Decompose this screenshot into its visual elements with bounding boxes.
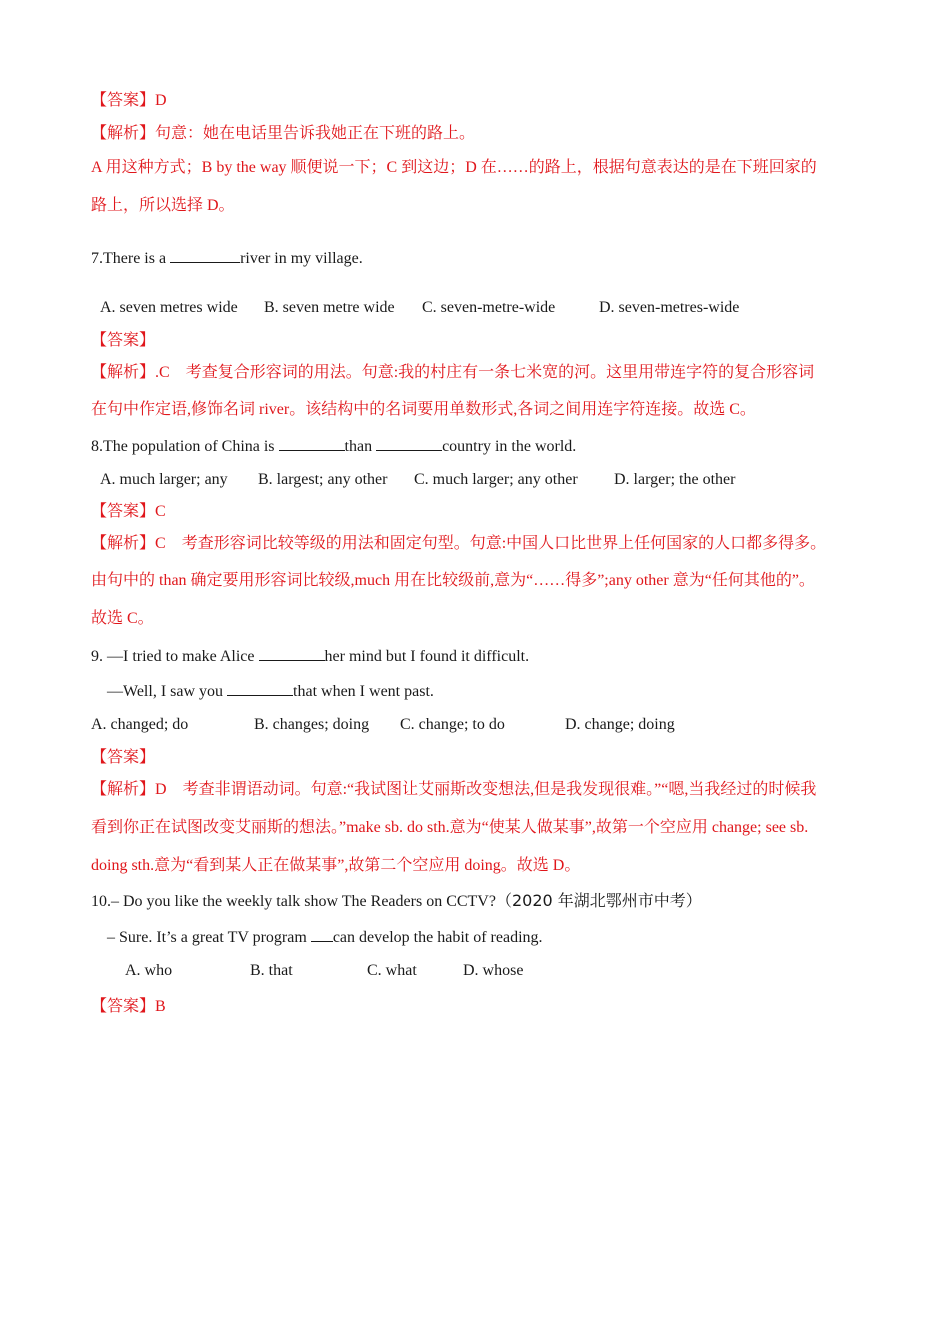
answer-blank bbox=[376, 435, 442, 451]
q9-analysis-line1 bbox=[91, 779, 816, 800]
analysis-label: 【解析】 bbox=[91, 779, 156, 798]
stem-text: country in the world. bbox=[442, 438, 577, 455]
answer-value: B bbox=[155, 998, 166, 1015]
q9-option-d: D. change; doing bbox=[565, 716, 675, 733]
analysis-text: D 考查非谓语动词。句意:“我试图让艾丽斯改变想法,但是我发现很难。”“嗯,当我经过的时候我 bbox=[155, 781, 817, 798]
answer-blank bbox=[227, 680, 293, 696]
q6-answer bbox=[91, 90, 167, 111]
q7-option-c: C. seven-metre-wide bbox=[422, 299, 556, 316]
stem-text: 8.The population of China is bbox=[91, 438, 279, 455]
analysis-label: 【解析】 bbox=[91, 123, 156, 142]
q10-option-a: A. who bbox=[125, 962, 173, 979]
answer-label: 【答案】 bbox=[91, 996, 156, 1015]
q10-answer bbox=[91, 996, 166, 1017]
answer-label: 【答案】 bbox=[91, 501, 156, 520]
answer-value: D bbox=[155, 92, 167, 109]
q9-answer: 【答案】 bbox=[91, 747, 156, 766]
q7-analysis-line2: 在句中作定语,修饰名词 river。该结构中的名词要用单数形式,各词之间用连字符连接。故选 C。 bbox=[91, 401, 756, 418]
q7-option-a: A. seven metres wide bbox=[100, 299, 238, 316]
q7-answer: 【答案】 bbox=[91, 330, 156, 349]
q9-stem-line2 bbox=[107, 680, 434, 702]
q7-stem bbox=[91, 247, 363, 269]
stem-text: 9. —I tried to make Alice bbox=[91, 648, 259, 665]
q10-stem-line1 bbox=[91, 891, 702, 912]
q8-stem bbox=[91, 435, 576, 457]
q7-option-b: B. seven metre wide bbox=[264, 299, 395, 316]
q10-stem-line2 bbox=[107, 926, 543, 948]
analysis-label: 【解析】 bbox=[91, 533, 156, 552]
q9-stem-line1 bbox=[91, 645, 529, 667]
answer-value: C bbox=[155, 503, 166, 520]
answer-blank bbox=[311, 926, 333, 942]
q10-option-b: B. that bbox=[250, 962, 293, 979]
q7-analysis-line1 bbox=[91, 362, 814, 383]
q7-option-d: D. seven-metres-wide bbox=[599, 299, 740, 316]
q8-option-b: B. largest; any other bbox=[258, 471, 388, 488]
q8-option-c: C. much larger; any other bbox=[414, 471, 578, 488]
analysis-text: C 考查形容词比较等级的用法和固定句型。句意:中国人口比世界上任何国家的人口都多得多。 bbox=[155, 535, 827, 552]
stem-text: that when I went past. bbox=[293, 683, 434, 700]
analysis-text: .C 考查复合形容词的用法。句意:我的村庄有一条七米宽的河。这里用带连字符的复合形容词 bbox=[155, 364, 815, 381]
answer-blank bbox=[279, 435, 345, 451]
question-source: （2020 年湖北鄂州市中考） bbox=[495, 891, 702, 910]
q6-analysis-line1: A 用这种方式；B by the way 顺便说一下；C 到这边；D 在……的路上，根据句意表达的是在下班回家的 bbox=[91, 159, 817, 176]
q9-option-b: B. changes; doing bbox=[254, 716, 370, 733]
q8-analysis-line2: 由句中的 than 确定要用形容词比较级,much 用在比较级前,意为“……得多”;any other 意为“任何其他的”。 bbox=[91, 572, 815, 589]
stem-text: her mind but I found it difficult. bbox=[324, 648, 530, 665]
stem-text: – Sure. It’s a great TV program bbox=[107, 929, 311, 946]
answer-blank bbox=[170, 247, 240, 263]
q6-analysis-line2: 路上，所以选择 D。 bbox=[91, 197, 235, 214]
analysis-label: 【解析】 bbox=[91, 362, 156, 381]
stem-text: 10.– Do you like the weekly talk show The Readers on CCTV? bbox=[91, 893, 496, 910]
q9-analysis-line3: doing sth.意为“看到某人正在做某事”,故第二个空应用 doing。故选 D。 bbox=[91, 857, 581, 874]
stem-text: —Well, I saw you bbox=[107, 683, 228, 700]
stem-text: can develop the habit of reading. bbox=[332, 929, 543, 946]
stem-text: than bbox=[344, 438, 377, 455]
analysis-meaning: 句意：她在电话里告诉我她正在下班的路上。 bbox=[155, 123, 476, 142]
stem-text: 7.There is a bbox=[91, 250, 171, 267]
q8-analysis-line1 bbox=[91, 533, 826, 554]
q6-analysis-meaning bbox=[91, 123, 475, 144]
q8-option-d: D. larger; the other bbox=[614, 471, 736, 488]
answer-label: 【答案】 bbox=[91, 90, 156, 109]
q9-option-a: A. changed; do bbox=[91, 716, 189, 733]
q10-option-d: D. whose bbox=[463, 962, 524, 979]
q9-option-c: C. change; to do bbox=[400, 716, 505, 733]
q8-option-a: A. much larger; any bbox=[100, 471, 228, 488]
q9-analysis-line2: 看到你正在试图改变艾丽斯的想法。”make sb. do sth.意为“使某人做某事”,故第一个空应用 change; see sb. bbox=[91, 819, 809, 836]
answer-blank bbox=[259, 645, 325, 661]
stem-text: river in my village. bbox=[240, 250, 363, 267]
q10-option-c: C. what bbox=[367, 962, 417, 979]
q8-analysis-line3: 故选 C。 bbox=[91, 610, 154, 627]
q8-answer bbox=[91, 501, 166, 522]
